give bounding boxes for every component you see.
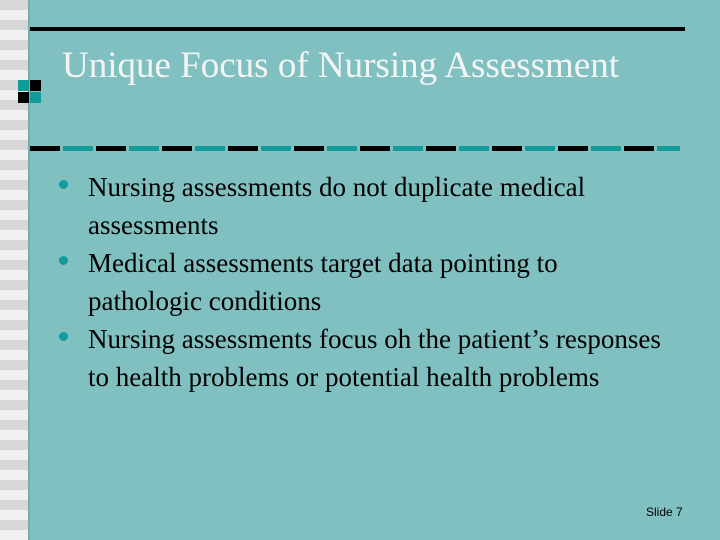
bullet-text: Medical assessments target data pointing to pathologic conditions xyxy=(88,248,558,316)
bullet-list xyxy=(55,168,675,396)
list-item xyxy=(55,168,675,244)
slide-number: Slide 7 xyxy=(646,505,683,519)
top-rule xyxy=(30,27,685,31)
list-item xyxy=(55,320,675,396)
bullet-dot-icon xyxy=(59,256,68,265)
bullet-text: Nursing assessments focus oh the patient’s responses to health problems or potential health problems xyxy=(88,324,661,392)
slide-title: Unique Focus of Nursing Assessment xyxy=(62,45,620,86)
bullet-text: Nursing assessments do not duplicate medical assessments xyxy=(88,172,586,240)
bullet-dot-icon xyxy=(59,332,68,341)
bullet-dot-icon xyxy=(59,180,68,189)
title-squares-icon xyxy=(18,80,42,104)
title-divider xyxy=(30,146,680,151)
list-item xyxy=(55,244,675,320)
